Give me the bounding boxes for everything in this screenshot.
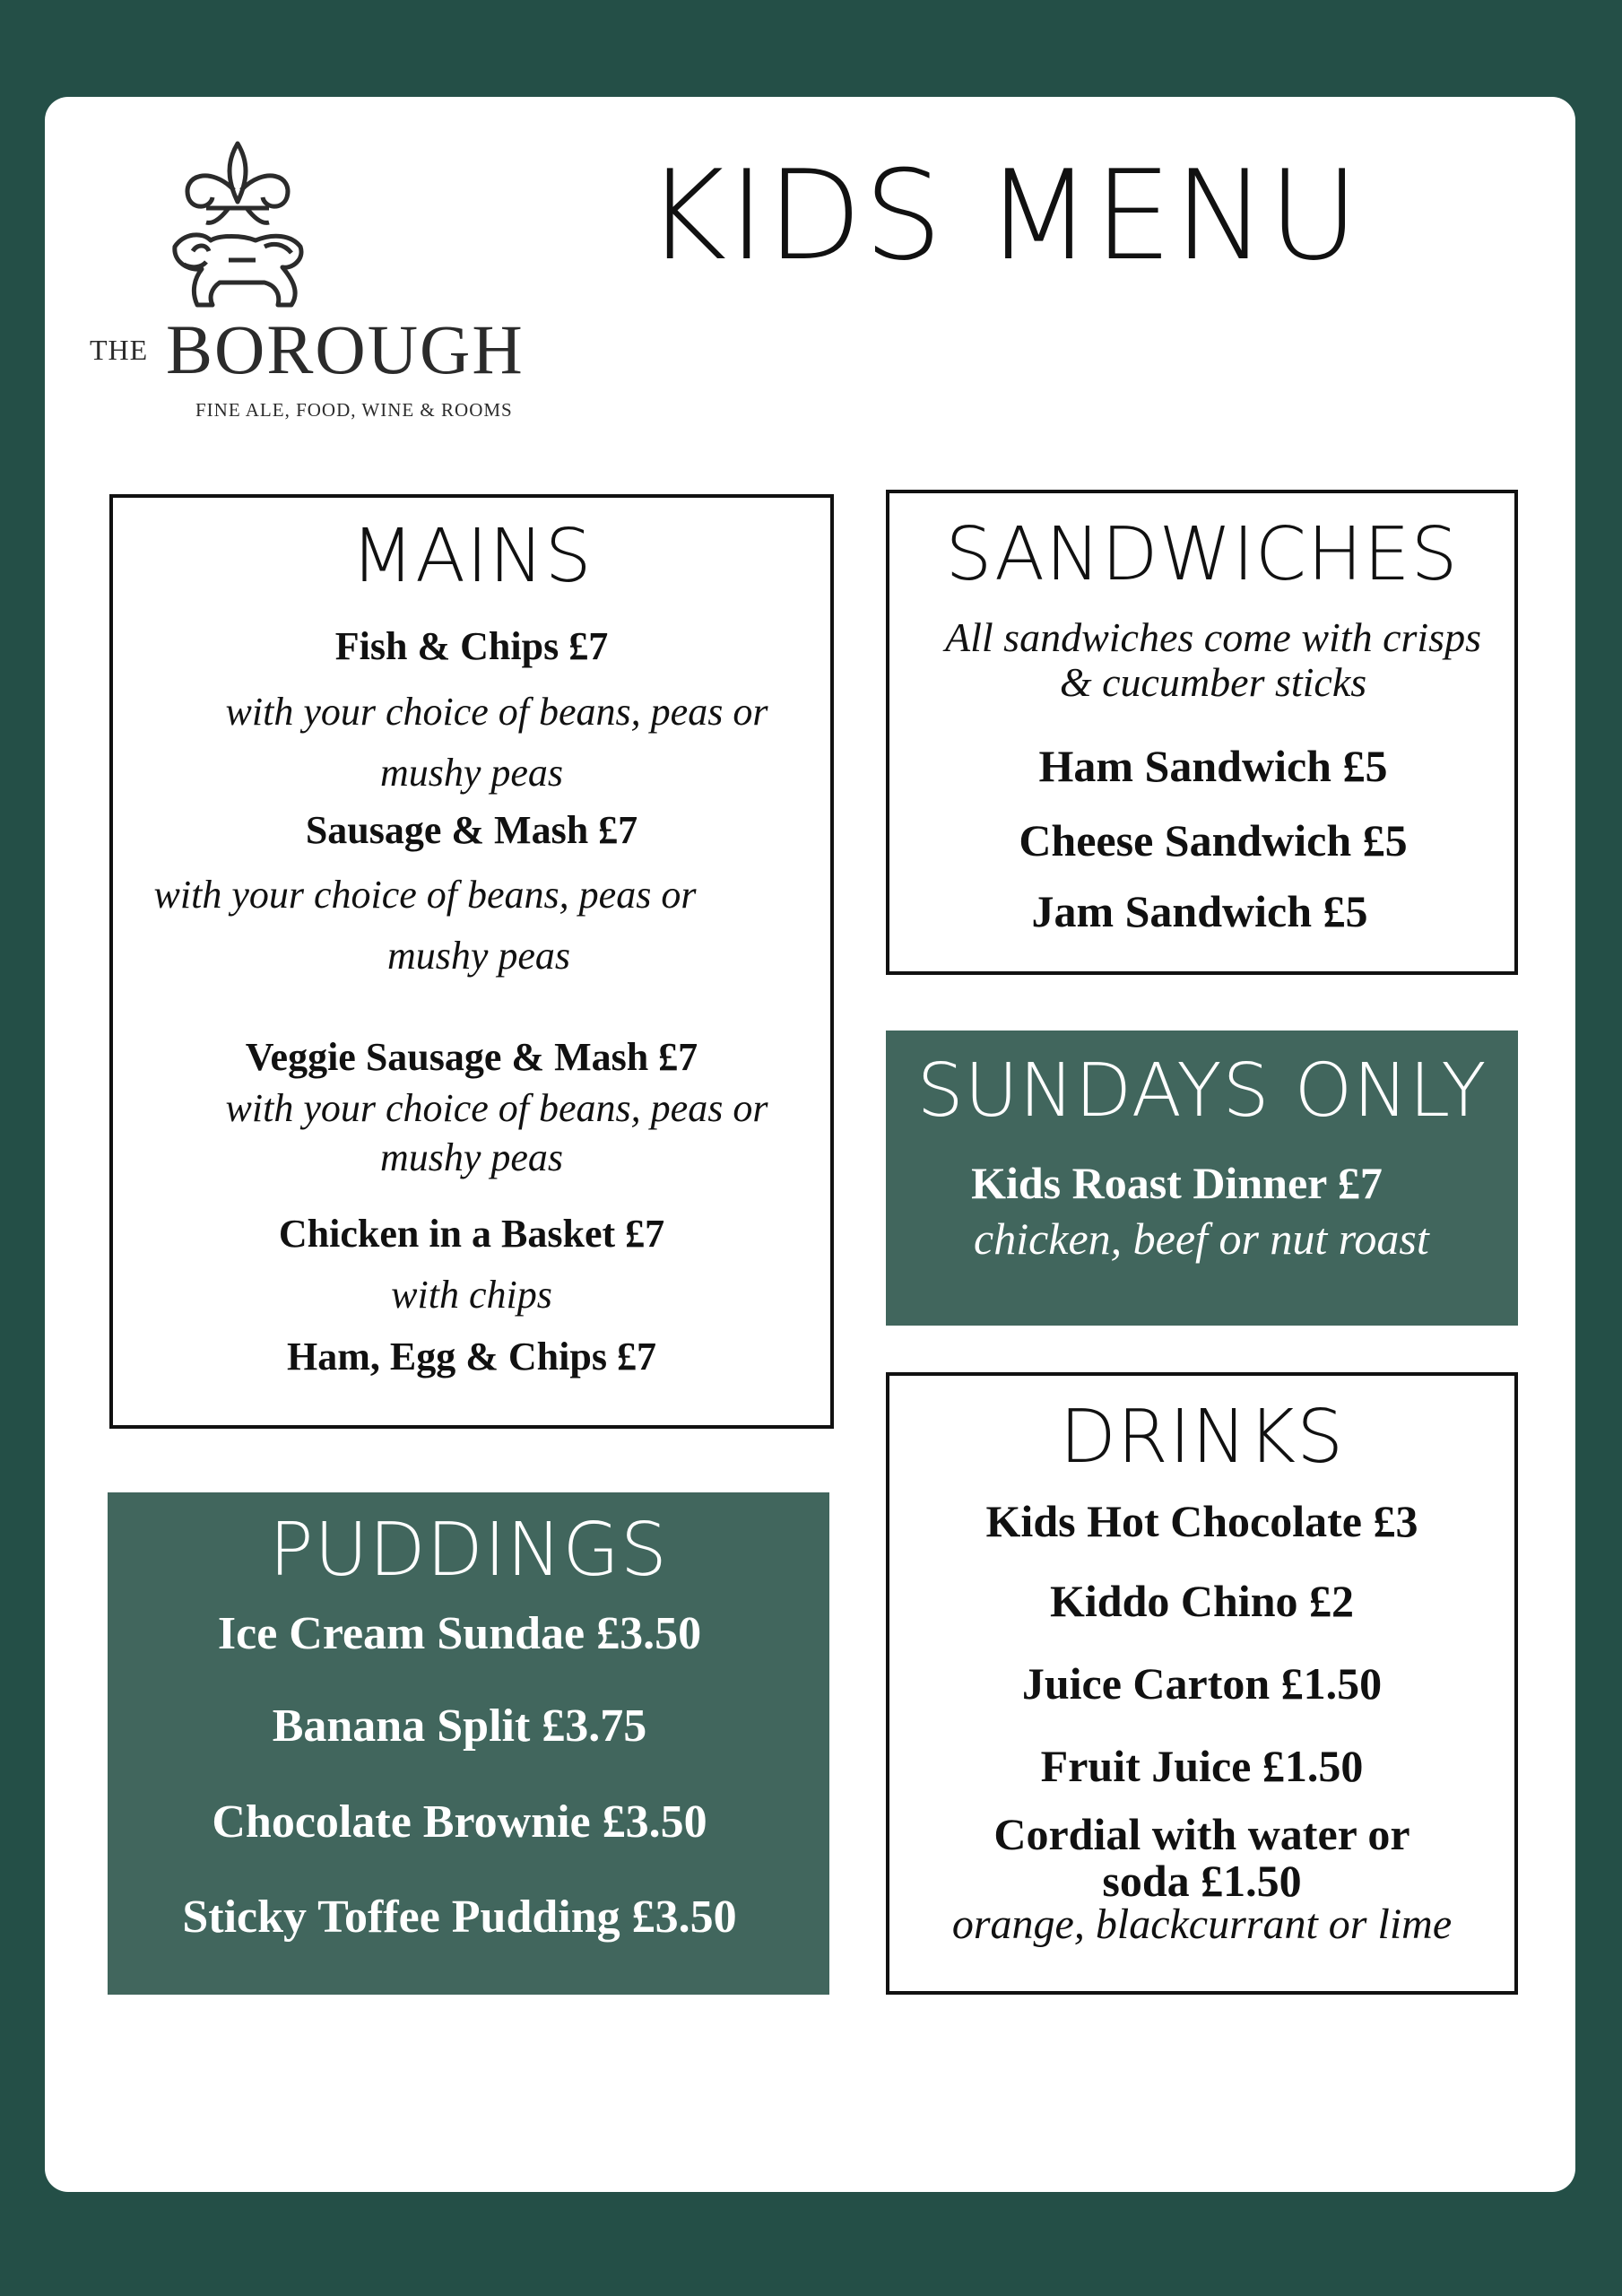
drink-item-cordial-line-2: soda £1.50 bbox=[1102, 1856, 1302, 1906]
drink-item-cordial-line-1: Cordial with water or bbox=[993, 1809, 1410, 1859]
borough-crest-logo bbox=[157, 135, 318, 323]
brand-name: BOROUGH bbox=[166, 310, 525, 388]
sundays-item-note: chicken, beef or nut roast bbox=[974, 1213, 1429, 1264]
mains-item-sausage-mash-note-2: mushy peas bbox=[386, 934, 571, 978]
sundays-item-roast: Kids Roast Dinner £7 bbox=[971, 1158, 1383, 1208]
crest-icon bbox=[157, 135, 318, 323]
mains-item-fish-chips: Fish & Chips £7 bbox=[334, 624, 609, 668]
mains-item-chicken-basket-note: with chips bbox=[391, 1273, 552, 1317]
mains-item-veggie-note-2: mushy peas bbox=[379, 1135, 564, 1179]
brand-tagline: FINE ALE, FOOD, WINE & ROOMS bbox=[195, 399, 513, 421]
drinks-heading: DRINKS bbox=[1059, 1395, 1345, 1480]
brand-the: THE bbox=[90, 334, 149, 366]
mains-item-chicken-basket: Chicken in a Basket £7 bbox=[278, 1212, 665, 1256]
pudding-item-brownie: Chocolate Brownie £3.50 bbox=[212, 1796, 707, 1848]
mains-item-fish-chips-note-1: with your choice of beans, peas or bbox=[225, 690, 768, 734]
sandwich-item-jam: Jam Sandwich £5 bbox=[1031, 886, 1368, 936]
sandwiches-heading: SANDWICHES bbox=[945, 512, 1459, 597]
sandwiches-note-1: All sandwiches come with crisps bbox=[945, 614, 1481, 660]
drink-item-cordial-note: orange, blackcurrant or lime bbox=[951, 1900, 1453, 1948]
mains-item-veggie-sausage: Veggie Sausage & Mash £7 bbox=[245, 1035, 698, 1079]
mains-item-fish-chips-note-2: mushy peas bbox=[379, 751, 564, 795]
puddings-heading: PUDDINGS bbox=[269, 1508, 668, 1593]
drink-item-hot-chocolate: Kids Hot Chocolate £3 bbox=[985, 1496, 1418, 1546]
page-title: KIDS MENU bbox=[646, 144, 1361, 288]
sandwich-item-ham: Ham Sandwich £5 bbox=[1038, 741, 1388, 791]
sandwich-item-cheese: Cheese Sandwich £5 bbox=[1019, 815, 1408, 865]
pudding-item-banana-split: Banana Split £3.75 bbox=[272, 1700, 647, 1752]
pudding-item-sundae: Ice Cream Sundae £3.50 bbox=[217, 1608, 702, 1659]
mains-item-sausage-mash-note-1: with your choice of beans, peas or bbox=[153, 873, 697, 917]
mains-item-veggie-note-1: with your choice of beans, peas or bbox=[225, 1086, 768, 1130]
sandwiches-note-2: & cucumber sticks bbox=[1059, 659, 1367, 705]
sundays-heading: SUNDAYS ONLY bbox=[916, 1048, 1488, 1134]
drink-item-kiddo-chino: Kiddo Chino £2 bbox=[1049, 1576, 1354, 1626]
mains-item-ham-egg-chips: Ham, Egg & Chips £7 bbox=[287, 1335, 656, 1378]
drink-item-fruit-juice: Fruit Juice £1.50 bbox=[1040, 1741, 1364, 1791]
mains-heading: MAINS bbox=[351, 514, 593, 599]
drink-item-juice-carton: Juice Carton £1.50 bbox=[1021, 1658, 1383, 1709]
pudding-item-sticky-toffee: Sticky Toffee Pudding £3.50 bbox=[182, 1892, 737, 1943]
mains-item-sausage-mash: Sausage & Mash £7 bbox=[305, 808, 638, 852]
